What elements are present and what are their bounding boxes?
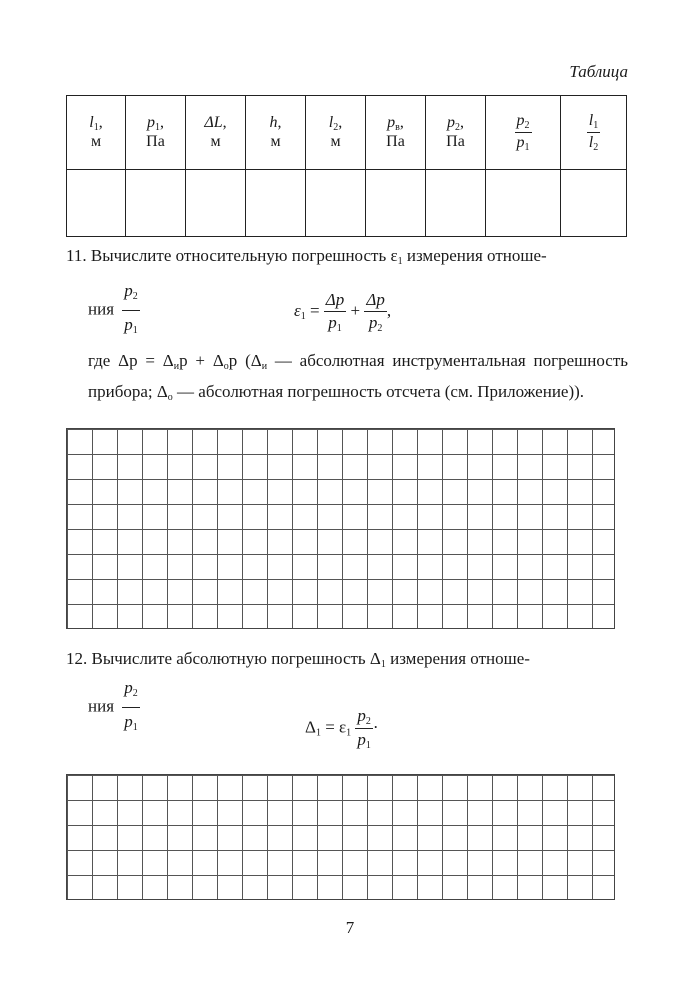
answer-grid-12[interactable] <box>66 774 615 900</box>
header-cell: $l_2$, м <box>306 96 366 170</box>
table-cell[interactable] <box>246 170 306 237</box>
page-number: 7 <box>345 918 355 937</box>
task11-explanation: где $\Delta p = \Delta_иp + \Delta_оp$ ($\Delta_и$ — абсолютная инструментальная погрешность прибора; $\Delta_о$ — абсолютная погрешность отсчета (см. Приложение)). <box>88 351 629 403</box>
header-cell: $p_в$, Па <box>366 96 426 170</box>
header-cell-ratio-p: $\frac{p_2}{p_1}$ <box>486 96 561 170</box>
table-cell[interactable] <box>67 170 126 237</box>
header-cell: $l_1$, м <box>67 96 126 170</box>
task11-heading: 11. Вычислите относительную погрешность $\varepsilon_1$ измерения отноше- <box>66 246 547 267</box>
header-cell: ΔL, м <box>186 96 246 170</box>
task12-heading: 12. Вычислите абсолютную погрешность $\Delta_1$ измерения отноше- <box>66 649 530 670</box>
measurement-table <box>66 95 627 237</box>
task12-formula: $\Delta_1 = \varepsilon_1$ $\frac{p_2}{p_1}$ · <box>305 706 379 751</box>
table-cell[interactable] <box>186 170 246 237</box>
header-cell: h, м <box>246 96 306 170</box>
table-row <box>67 170 627 237</box>
table-cell[interactable] <box>561 170 627 237</box>
table-cell[interactable] <box>306 170 366 237</box>
table-cell[interactable] <box>486 170 561 237</box>
table-cell[interactable] <box>426 170 486 237</box>
task11-line2: ния $\frac{p_2}{p_1}$ <box>88 278 140 343</box>
header-cell: $p_1$, Па <box>126 96 186 170</box>
answer-grid-11[interactable] <box>66 428 615 629</box>
table-cell[interactable] <box>366 170 426 237</box>
header-cell: $p_2$, Па <box>426 96 486 170</box>
table-cell[interactable] <box>126 170 186 237</box>
table-caption: Таблица <box>569 62 628 81</box>
header-cell-ratio-l: $\frac{l_1}{l_2}$ <box>561 96 627 170</box>
task11-formula: $\varepsilon_1$ = $\frac{\Delta p}{p_1}$ + $\frac{\Delta p}{p_2}$ , <box>294 290 392 334</box>
table-header-row <box>67 96 627 170</box>
task12-line2: ния $\frac{p_2}{p_1}$ <box>88 675 140 740</box>
